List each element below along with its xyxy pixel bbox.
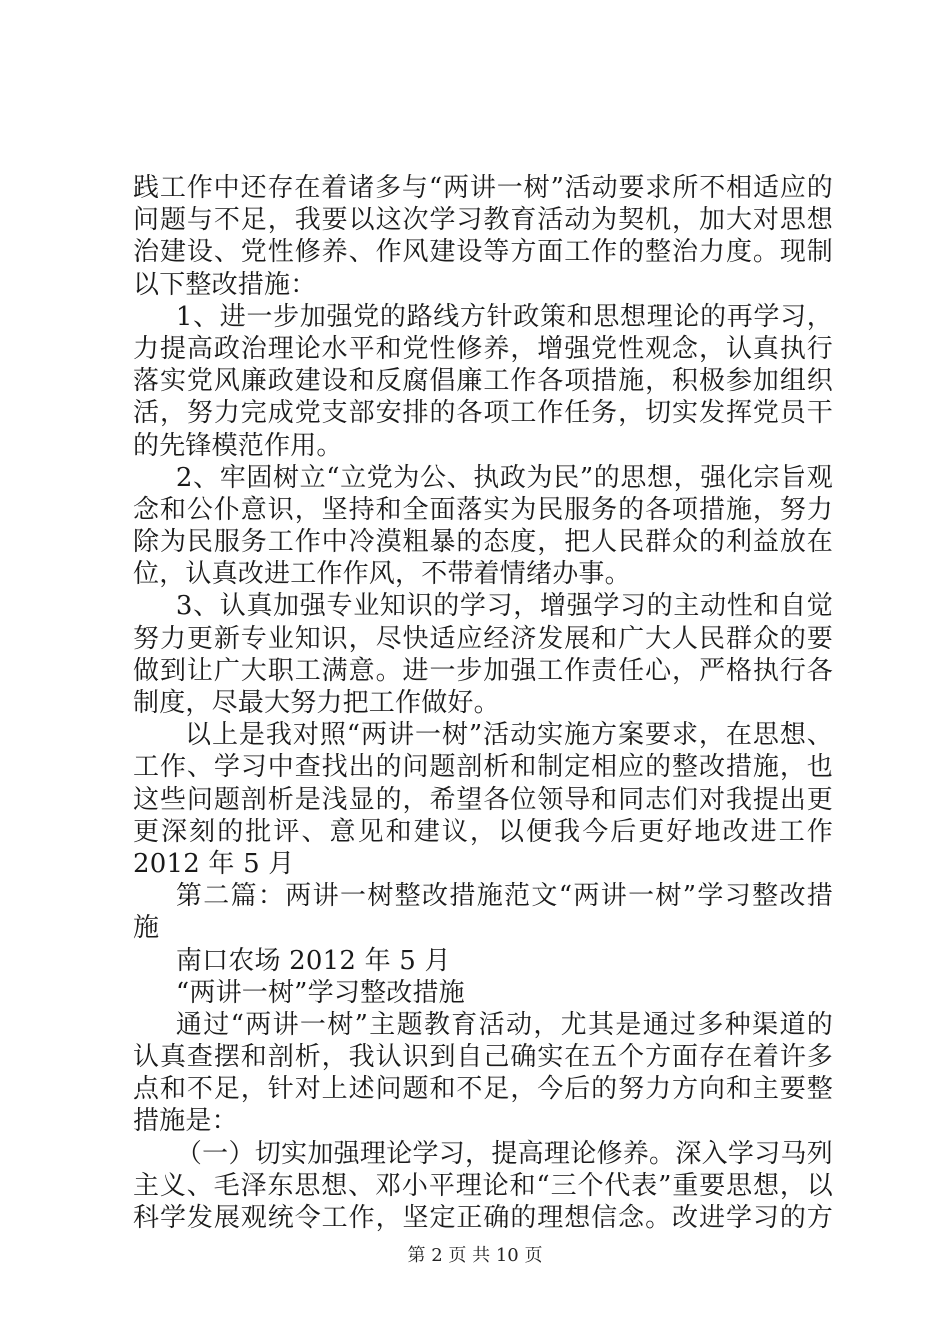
text-line: 的先锋模范作用。 xyxy=(133,430,343,461)
page-footer xyxy=(0,1245,950,1267)
text-line: 3、认真加强专业知识的学习，增强学习的主动性和自觉 xyxy=(175,591,833,622)
text-line: 南口农场 2012 年 5 月 xyxy=(175,945,451,976)
text-line: 更深刻的批评、意见和建议，以便我今后更好地改进工作 xyxy=(133,816,833,847)
text-line: （一）切实加强理论学习，提高理论修养。深入学习马列 xyxy=(175,1138,833,1169)
text-line: 做到让广大职工满意。进一步加强工作责任心，严格执行各 xyxy=(133,655,833,686)
text-line: 工作、学习中查找出的问题剖析和制定相应的整改措施，也 xyxy=(133,752,833,783)
document-body xyxy=(133,172,833,1234)
text-line: 落实党风廉政建设和反腐倡廉工作各项措施，积极参加组织 xyxy=(133,366,833,397)
text-line: 位，认真改进工作作风，不带着情绪办事。 xyxy=(133,559,631,590)
text-line: 治建设、党性修养、作风建设等方面工作的整治力度。现制 xyxy=(133,237,833,268)
text-line: 念和公仆意识，坚持和全面落实为民服务的各项措施，努力 xyxy=(133,494,833,525)
text-line: 这些问题剖析是浅显的，希望各位领导和同志们对我提出更 xyxy=(133,784,833,815)
text-line: 力提高政治理论水平和党性修养，增强党性观念，认真执行 xyxy=(133,333,833,364)
text-line: 践工作中还存在着诸多与“两讲一树”活动要求所不相适应的 xyxy=(133,173,833,203)
text-line: 2、牢固树立“立党为公、执政为民”的思想，强化宗旨观 xyxy=(175,462,833,493)
text-line: 努力更新专业知识，尽快适应经济发展和广大人民群众的要 xyxy=(133,623,833,654)
text-line: 以下整改措施： xyxy=(133,269,317,300)
text-line: 第二篇：两讲一树整改措施范文“两讲一树”学习整改措 xyxy=(175,881,833,912)
text-line: 通过“两讲一树”主题教育活动，尤其是通过多种渠道的 xyxy=(175,1009,833,1040)
text-line: 施 xyxy=(133,913,160,944)
text-line: 问题与不足，我要以这次学习教育活动为契机，加大对思想 xyxy=(133,205,833,236)
text-line: 以上是我对照“两讲一树”活动实施方案要求，在思想、 xyxy=(185,720,833,751)
text-line: 1、进一步加强党的路线方针政策和思想理论的再学习， xyxy=(175,301,833,332)
page-number-label: 第 2 页 共 10 页 xyxy=(407,1245,543,1266)
text-line: 措施是： xyxy=(133,1106,238,1137)
text-line: 点和不足，针对上述问题和不足，今后的努力方向和主要整 xyxy=(133,1074,833,1105)
text-line: 认真查摆和剖析，我认识到自己确实在五个方面存在着许多 xyxy=(133,1042,833,1073)
text-line: “两讲一树”学习整改措施 xyxy=(175,977,465,1008)
text-line: 2012 年 5 月 xyxy=(133,848,295,879)
text-line: 制度，尽最大努力把工作做好。 xyxy=(133,688,500,718)
text-line: 活，努力完成党支部安排的各项工作任务，切实发挥党员干 xyxy=(133,398,833,429)
text-line: 主义、毛泽东思想、邓小平理论和“三个代表”重要思想，以 xyxy=(133,1170,833,1201)
text-line: 除为民服务工作中冷漠粗暴的态度，把人民群众的利益放在 xyxy=(133,527,833,558)
text-line: 科学发展观统令工作，坚定正确的理想信念。改进学习的方 xyxy=(133,1203,833,1233)
